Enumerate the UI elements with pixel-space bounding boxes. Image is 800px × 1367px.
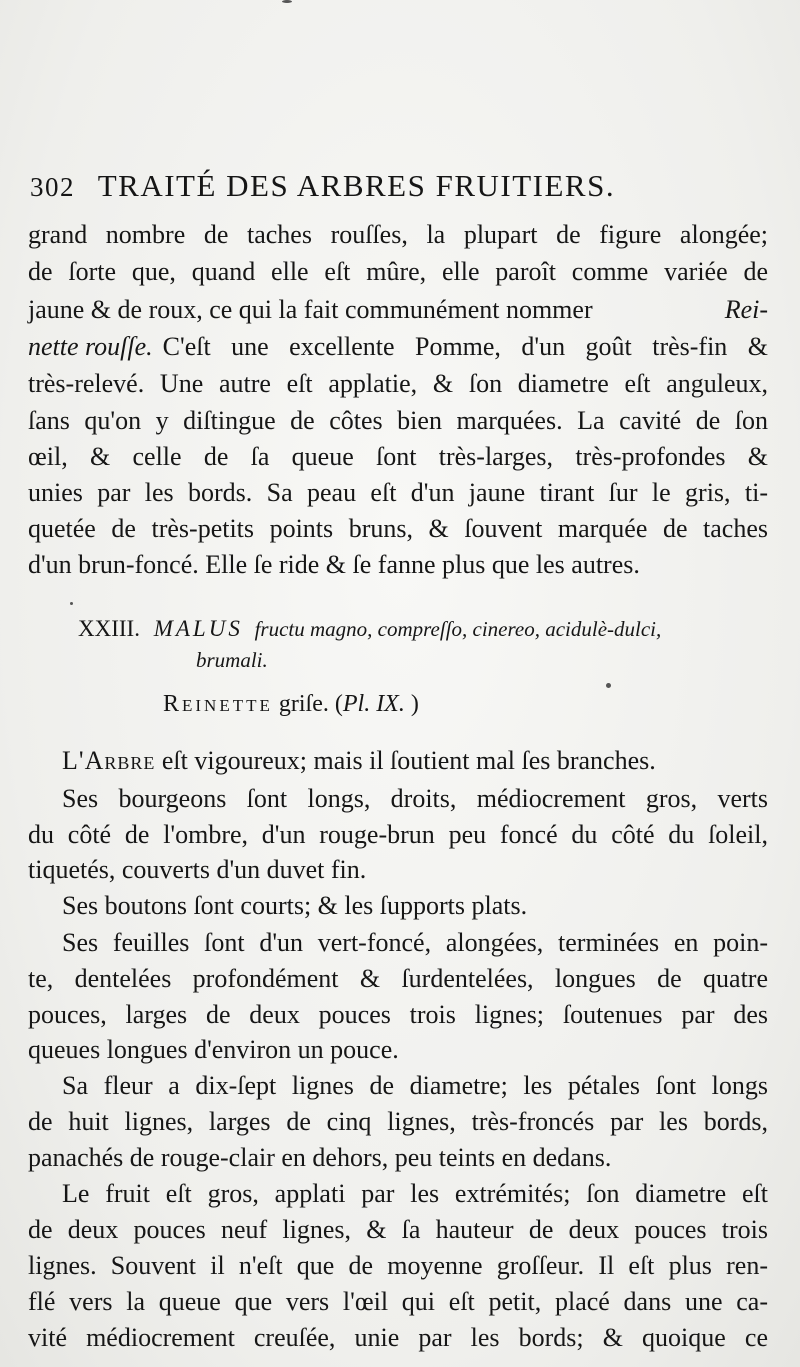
text-line: vité médiocrement creuſée, unie par les bords; & quoique ce — [28, 1323, 768, 1352]
text-line: ſans qu'on y diſtingue de côtes bien marquées. La cavité de ſon — [28, 406, 768, 435]
entry-genus: MALUS — [153, 616, 243, 641]
text-line: lignes. Souvent il n'eſt que de moyenne groſſeur. Il eſt plus ren- — [28, 1251, 768, 1280]
entry-latin-line — [78, 617, 661, 640]
variety-name-close: ) — [410, 691, 419, 717]
italic-word: Rei- — [724, 295, 768, 324]
page-number: 302 — [30, 172, 75, 202]
variety-name-rest: griſe. ( — [278, 691, 343, 717]
running-head — [30, 168, 770, 204]
text-line: œil, & celle de ſa queue ſont très-larges, très-profondes & — [28, 442, 768, 471]
entry-number: XXIII. — [78, 616, 140, 641]
text-line: quetée de très-petits points bruns, & ſouvent marquée de taches — [28, 514, 768, 543]
entry-latin-desc: fructu magno, compreſſo, cinereo, acidulè-dulci, — [254, 617, 662, 641]
variety-name — [163, 692, 419, 716]
text-line: pouces, larges de deux pouces trois lignes; ſoutenues par des — [28, 1000, 768, 1029]
text-line — [28, 297, 768, 323]
text-line: Le fruit eſt gros, applati par les extrémités; ſon diametre eſt — [62, 1179, 768, 1208]
text-line: Ses boutons ſont courts; & les ſupports plats. — [62, 891, 528, 920]
text-line: de deux pouces neuf lignes, & ſa hauteur de deux pouces trois — [28, 1215, 768, 1244]
text-line — [62, 748, 656, 774]
text-line: queues longues d'environ un pouce. — [28, 1035, 399, 1064]
text-line: Ses feuilles ſont d'un vert-foncé, alongées, terminées en poin- — [62, 928, 768, 957]
text-line: te, dentelées profondément & ſurdentelées, longues de quatre — [28, 964, 768, 993]
text-line: tiquetés, couverts d'un duvet fin. — [28, 855, 367, 884]
text-line: de ſorte que, quand elle eſt mûre, elle paroît comme variée de — [28, 257, 768, 286]
variety-name-caps: Reinette — [163, 691, 273, 717]
text-line: Sa fleur a dix-ſept lignes de diametre; les pétales ſont longs — [62, 1071, 768, 1100]
text-fragment: eſt vigoureux; mais il ſoutient mal ſes branches. — [161, 746, 656, 775]
text-line: très-relevé. Une autre eſt applatie, & ſon diametre eſt anguleux, — [28, 369, 768, 398]
text-line — [28, 334, 768, 360]
plate-reference: Pl. IX. — [342, 691, 405, 717]
text-line: Ses bourgeons ſont longs, droits, médiocrement gros, verts — [62, 784, 768, 813]
ink-speck — [282, 0, 292, 3]
text-line: du côté de l'ombre, d'un rouge-brun peu foncé du côté du ſoleil, — [28, 820, 768, 849]
entry-latin-desc-cont: brumali. — [196, 648, 268, 672]
text-line: d'un brun-foncé. Elle ſe ride & ſe fanne plus que les autres. — [28, 550, 640, 579]
text-fragment: jaune & de roux, ce qui la fait communément nommer — [28, 295, 593, 324]
text-line: unies par les bords. Sa peau eſt d'un jaune tirant ſur le gris, ti- — [28, 478, 768, 507]
text-line: grand nombre de taches rouſſes, la plupart de figure alongée; — [28, 220, 768, 249]
running-title: TRAITÉ DES ARBRES FRUITIERS. — [97, 168, 616, 203]
ink-speck — [606, 683, 611, 688]
text-line: de huit lignes, larges de cinq lignes, très-froncés par les bords, — [28, 1107, 768, 1136]
italic-word: nette rouſſe. — [28, 332, 153, 361]
text-line: panachés de rouge-clair en dehors, peu teints en dedans. — [28, 1143, 612, 1172]
text-fragment: C'eſt une excellente Pomme, d'un goût très-fin & — [162, 332, 768, 361]
ink-speck — [70, 602, 73, 605]
text-caps: L'Arbre — [62, 746, 156, 775]
text-line: flé vers la queue que vers l'œil qui eſt petit, placé dans une ca- — [28, 1287, 768, 1316]
